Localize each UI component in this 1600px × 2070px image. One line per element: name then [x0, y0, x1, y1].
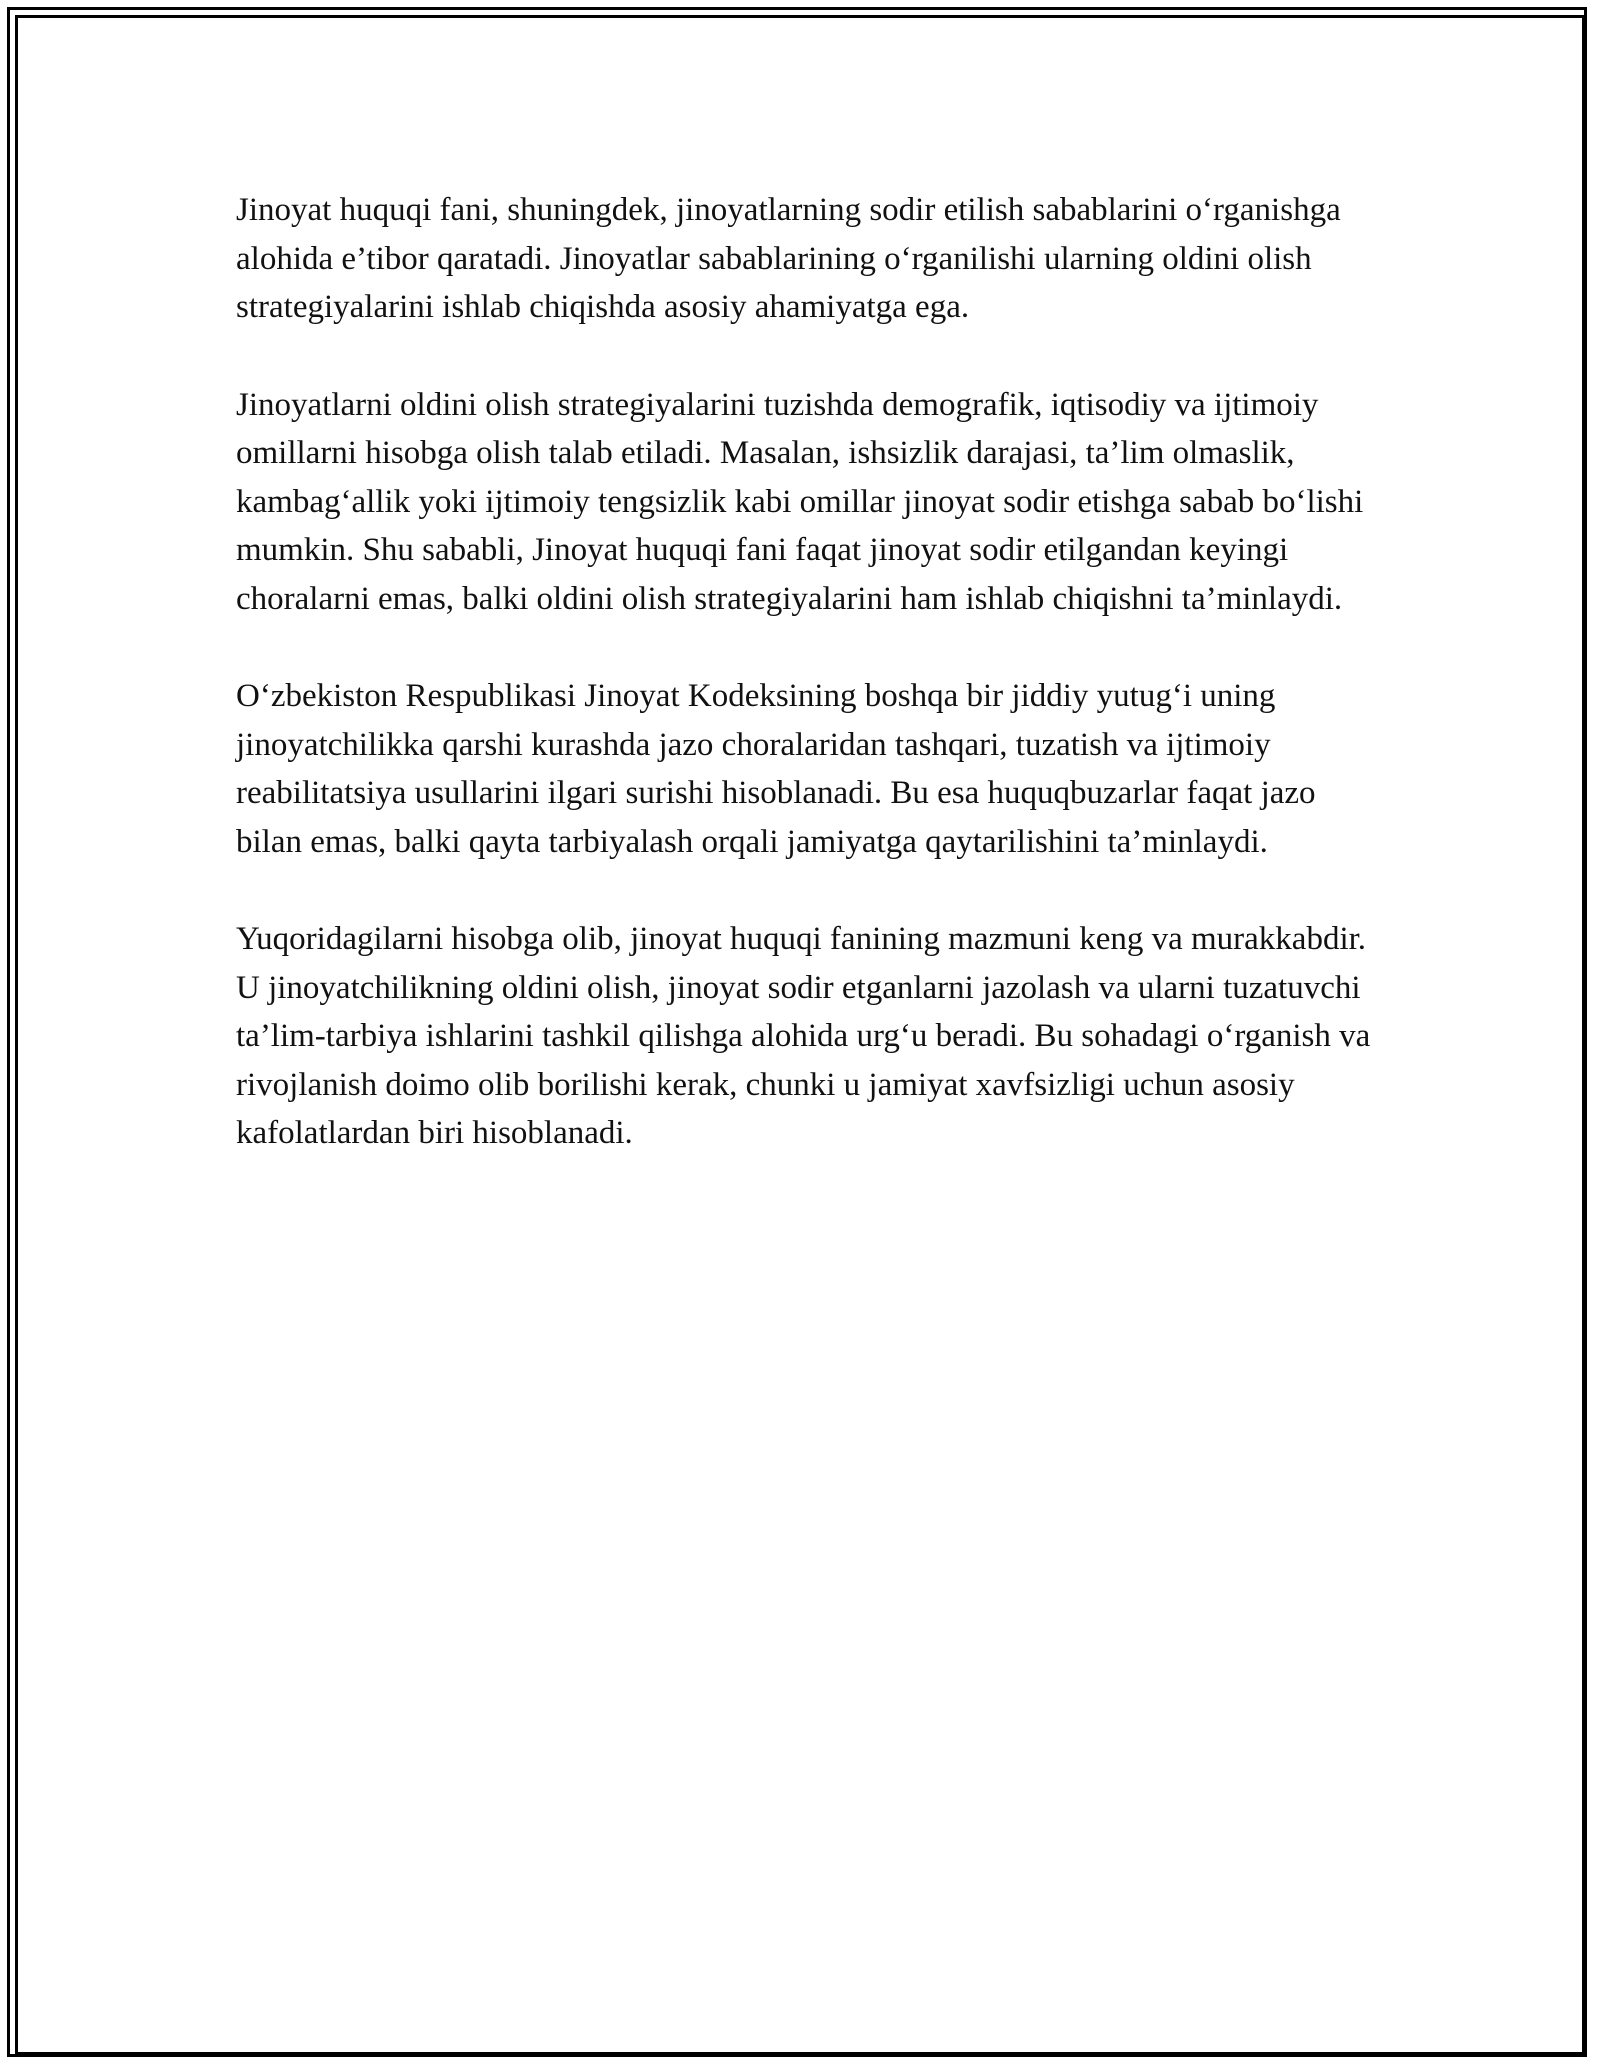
paragraph-4: Yuqoridagilarni hisobga olib, jinoyat huquqi fanining mazmuni keng va murakkabdir. U jinoyatchilikning oldini olish, jinoyat sodir etganlarni jazolash va ularni tuzatuvchi ta’lim-tarbiya ishlarini tashkil qilishga alohida urg‘u beradi. Bu sohadagi o‘rganish va rivojlanish doimo olib borilishi kerak, chunki u jamiyat xavfsizligi uchun asosiy kafolatlardan biri hisoblanadi.	[236, 921, 1371, 1151]
paragraph-2: Jinoyatlarni oldini olish strategiyalarini tuzishda demografik, iqtisodiy va ijtimoiy omillarni hisobga olish talab etiladi. Masalan, ishsizlik darajasi, ta’lim olmaslik, kambag‘allik yoki ijtimoiy tengsizlik kabi omillar jinoyat sodir etishga sabab bo‘lishi mumkin. Shu sababli, Jinoyat huquqi fani faqat jinoyat sodir etilgandan keyingi choralarni emas, balki oldini olish strategiyalarini ham ishlab chiqishni ta’minlaydi.	[236, 386, 1364, 617]
document-body	[236, 186, 1376, 1158]
paragraph-1: Jinoyat huquqi fani, shuningdek, jinoyatlarning sodir etilish sabablarini o‘rganishga alohida e’tibor qaratadi. Jinoyatlar sabablarining o‘rganilishi ularning oldini olish strategiyalarini ishlab chiqishda asosiy ahamiyatga ega.	[236, 192, 1341, 325]
paragraph-3: O‘zbekiston Respublikasi Jinoyat Kodeksining boshqa bir jiddiy yutug‘i uning jinoyatchilikka qarshi kurashda jazo choralaridan tashqari, tuzatish va ijtimoiy reabilitatsiya usullarini ilgari surishi hisoblanadi. Bu esa huquqbuzarlar faqat jazo bilan emas, balki qayta tarbiyalash orqali jamiyatga qaytarilishini ta’minlaydi.	[236, 678, 1316, 860]
